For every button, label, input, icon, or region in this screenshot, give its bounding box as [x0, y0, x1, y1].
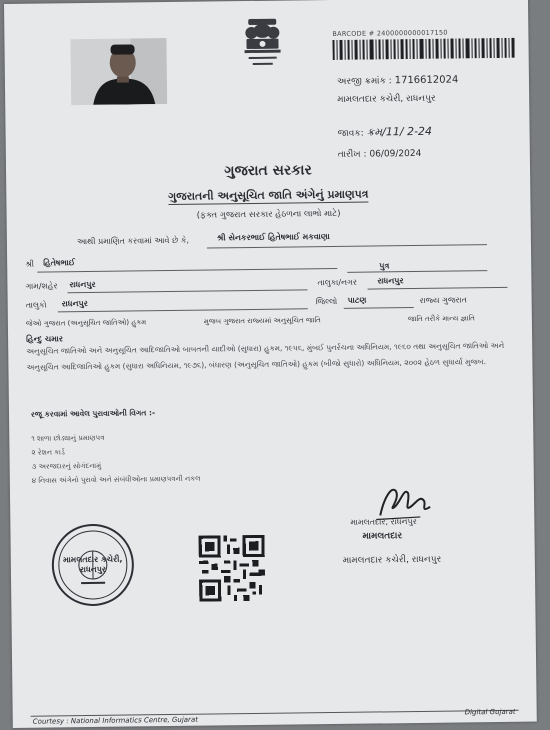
caste-value: હિન્દુ ચમાર [26, 334, 64, 344]
taluka-value: રાધનપુર [61, 298, 88, 309]
office-name: મામલતદાર કચેરી, રાધનપુર [337, 93, 436, 105]
village-value: રાધનપુર [69, 279, 96, 290]
evidence-heading: રજૂ કરવામાં આવેલ પુરાવાઓની વિગત :- [30, 408, 156, 419]
date-row [338, 149, 422, 160]
village-underline-2 [368, 287, 508, 290]
date-value: 06/09/2024 [369, 148, 422, 160]
taluka-underline [58, 308, 308, 312]
certificate-title-text: ગુજરાતની અનુસૂચિત જાતિ અંગેનું પ્રમાણપત્ર [168, 187, 369, 204]
signer-office: મામલતદાર કચેરી, રાધનપુર [342, 554, 442, 566]
village-label: ગામ/શહેર [25, 281, 58, 291]
date-label: તારીખ : [337, 149, 367, 160]
village-value-2: રાધનપુર [377, 276, 404, 286]
relation-value: પુત્ર [379, 261, 390, 271]
father-label: શ્રી [25, 259, 35, 269]
footer-courtesy: Courtesy : National Informatics Centre, Gujarat [32, 715, 199, 726]
outward-label: જાવક: [337, 128, 364, 139]
evidence-list [31, 430, 200, 488]
caste-desc: મુજબ ગુજરાત રાજ્યમાં અનુસૂચિત જાતિ [203, 316, 321, 326]
footer-digital-gujarat: Digital Gujarat [464, 707, 516, 717]
village-underline [68, 289, 308, 293]
evidence-item: ૨ રેશન કાર્ડ [31, 448, 65, 457]
signer-line-2: મામલતદાર [362, 531, 403, 542]
evidence-item: ૪ નિવાસ અંગેનો પુરાવો અને સંબંધીઓના પ્રમાણપત્રની નકલ [31, 474, 201, 485]
seal-text: મામલતદાર કચેરી, રાધનપુર [62, 554, 123, 575]
application-number-row [337, 74, 458, 86]
outward-value: ક્રમ/11/ 2-24 [366, 124, 433, 139]
certify-label: આથી પ્રમાણિત કરવામાં આવે છે કે, [76, 235, 190, 247]
evidence-item: ૧ શાળા છોડ્યાનું પ્રમાણપત્ર [31, 433, 105, 443]
father-underline [37, 268, 337, 273]
government-title: ગુજરાત સરકાર [224, 162, 312, 180]
qr-code-icon [199, 535, 266, 602]
state-label: રાજ્ય ગુજરાત [419, 295, 467, 305]
caste-label: જેઓ ગુજરાત (અનુસૂચિત જાતિઓ) હુકમ [25, 318, 147, 328]
legal-paragraph: અનુસૂચિત જાતિઓ અને અનુસૂચિત આદિજાતિઓ બાબતની યાદીઓ (સુધારા) હુકમ, ૧૯૫૬, મુંબઈ પુનર્રચના અધિનિયમ, ૧૯૬૦ તથા અનુસૂચિત જાતિઓ અને અનુસૂચિત આદિજાતિઓ હુકમ (સુધારા અધિનિયમ, ૧૯૭૬), બંધારણ (અનુસૂચિત જાતિઓ) હુકમ (બીજો સુધારો) અધિનિયમ, ૨૦૦૨ હેઠળ સુધાર્યા મુજબ. [26, 340, 505, 372]
taluka-label: તાલુકો [25, 300, 47, 310]
relation-underline [347, 270, 487, 273]
validity-note: (ફક્ત ગુજરાત સરકાર હેઠળના લાભો માટે) [196, 208, 341, 221]
barcode-block [332, 28, 520, 60]
barcode-number: BARCODE # 2400000000017150 [332, 28, 448, 38]
footer-divider [31, 707, 519, 717]
caste-tail: જાતિ તરીકે માન્ય જ્ઞાતિ [407, 314, 475, 324]
application-number-label: અરજી ક્રમાંક : [336, 76, 392, 87]
certificate-title [6, 186, 530, 206]
father-name: હિતેષભાઈ [43, 258, 76, 268]
barcode-icon [332, 38, 514, 60]
district-value: પાટણ [347, 295, 367, 305]
name-underline [207, 244, 487, 248]
application-number-value: 1716612024 [394, 74, 459, 87]
evidence-item: ૩ અરજદારનું સોગંદનામું [31, 461, 102, 471]
district-label: જિલ્લો [315, 296, 338, 307]
signer-line-1: મામલતદાર, રાધનપુર [350, 516, 417, 527]
district-underline [344, 307, 414, 309]
outward-number-row [338, 125, 433, 140]
certificate-sheet [4, 0, 537, 728]
village-label-2: તાલુકા/નગર [317, 277, 358, 288]
applicant-photo [70, 38, 167, 105]
state-emblem-icon [234, 13, 291, 76]
applicant-name: શ્રી સેનકરભાઈ હિતેષભાઈ મકવાણા [216, 232, 330, 243]
